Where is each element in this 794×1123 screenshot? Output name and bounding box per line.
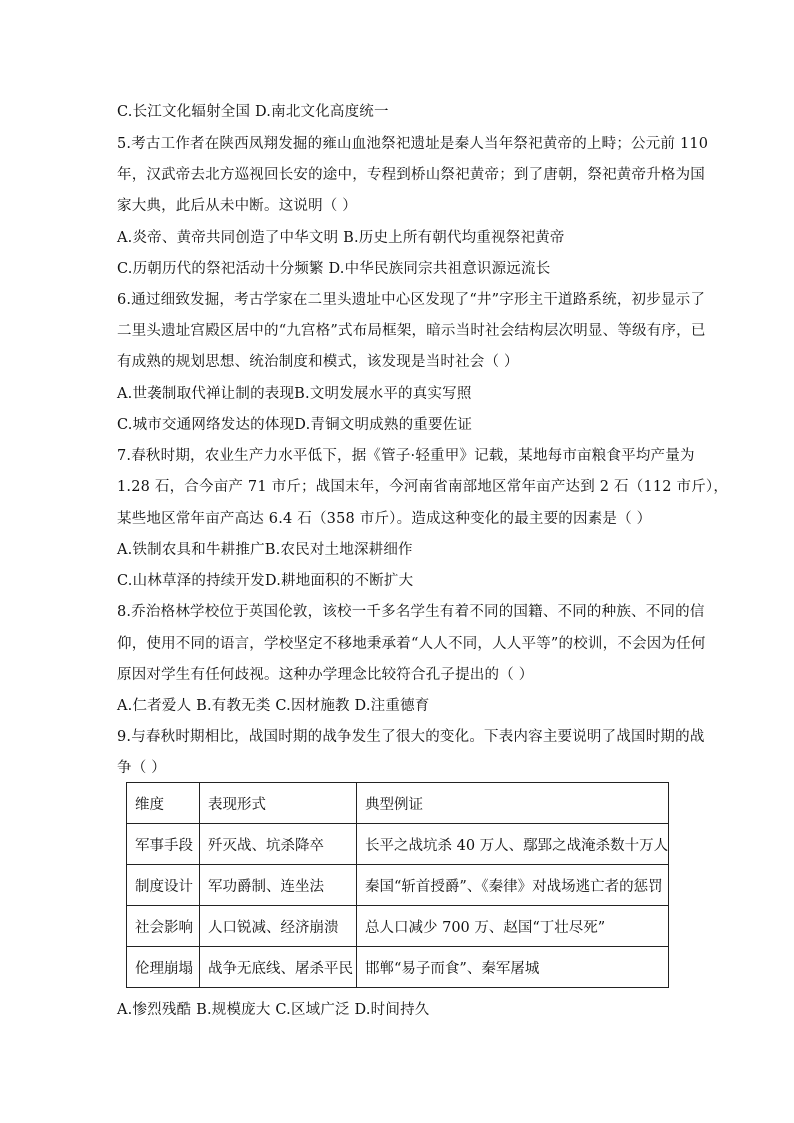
table-cell: 军事手段 <box>127 824 200 865</box>
option-line: C.长江文化辐射全国 D.南北文化高度统一 <box>117 104 389 120</box>
option-line: A.惨烈残酷 B.规模庞大 C.区域广泛 D.时间持久 <box>117 1002 430 1018</box>
table-cell: 人口锐减、经济崩溃 <box>200 906 357 947</box>
option-line: C.历朝历代的祭祀活动十分频繁 D.中华民族同宗共祖意识源远流长 <box>117 261 551 277</box>
option-line: A.铁制农具和牛耕推广B.农民对土地深耕细作 <box>117 542 413 558</box>
option-line: C.山林草泽的持续开发D.耕地面积的不断扩大 <box>117 573 414 589</box>
option-line: C.城市交通网络发达的体现D.青铜文明成熟的重要佐证 <box>117 417 473 433</box>
question-6-text: 二里头遗址宫殿区居中的“九宫格”式布局框架，暗示当时社会结构层次明显、等级有序，已 <box>117 323 706 339</box>
table-cell: 长平之战坑杀 40 万人、鄢郢之战淹杀数十万人 <box>357 824 669 865</box>
table-row <box>127 824 669 865</box>
question-7-text: 某些地区常年亩产高达 6.4 石（358 市斤）。造成这种变化的最主要的因素是（ ） <box>117 511 652 527</box>
question-9-text: 争（ ） <box>117 760 166 776</box>
table-row <box>127 947 669 988</box>
table-cell: 制度设计 <box>127 865 200 906</box>
war-comparison-table <box>126 782 669 988</box>
table-header-cell: 表现形式 <box>200 783 357 824</box>
option-line: A.炎帝、黄帝共同创造了中华文明 B.历史上所有朝代均重视祭祀黄帝 <box>117 230 565 246</box>
table-cell: 战争无底线、屠杀平民 <box>200 947 357 988</box>
table-cell: 总人口减少 700 万、赵国“丁壮尽死” <box>357 906 669 947</box>
question-6-text: 有成熟的规划思想、统治制度和模式，该发现是当时社会（ ） <box>117 354 519 370</box>
question-8-text: 原因对学生有任何歧视。这种办学理念比较符合孔子提出的（ ） <box>117 667 534 683</box>
question-5-text: 家大典，此后从未中断。这说明（ ） <box>117 198 358 214</box>
question-5-text: 5.考古工作者在陕西凤翔发掘的雍山血池祭祀遗址是秦人当年祭祀黄帝的上畤；公元前 110 <box>117 136 709 152</box>
question-8-text: 仰，使用不同的语言，学校坚定不移地秉承着“人人不同，人人平等”的校训，不会因为任何 <box>117 636 706 652</box>
question-7-text: 1.28 石，合今亩产 71 市斤；战国末年，今河南省南部地区常年亩产达到 2 石（112 市斤）， <box>117 479 729 495</box>
question-6-text: 6.通过细致发掘，考古学家在二里头遗址中心区发现了“井”字形主干道路系统，初步显示了 <box>117 292 706 308</box>
table-row <box>127 865 669 906</box>
table-cell: 伦理崩塌 <box>127 947 200 988</box>
table-header-cell: 典型例证 <box>357 783 669 824</box>
table-cell: 邯郸“易子而食”、秦军屠城 <box>357 947 669 988</box>
question-7-text: 7.春秋时期，农业生产力水平低下，据《管子·轻重甲》记载，某地每市亩粮食平均产量为 <box>117 448 695 464</box>
question-5-text: 年，汉武帝去北方巡视回长安的途中，专程到桥山祭祀黄帝；到了唐朝，祭祀黄帝升格为国 <box>117 167 705 183</box>
table-header-row <box>127 783 669 824</box>
option-line: A.仁者爱人 B.有教无类 C.因材施教 D.注重德育 <box>117 698 430 714</box>
option-line: A.世袭制取代禅让制的表现B.文明发展水平的真实写照 <box>117 386 472 402</box>
table-cell: 社会影响 <box>127 906 200 947</box>
table-header-cell: 维度 <box>127 783 200 824</box>
question-9-text: 9.与春秋时期相比，战国时期的战争发生了很大的变化。下表内容主要说明了战国时期的战 <box>117 729 705 745</box>
table-cell: 秦国“斩首授爵”、《秦律》对战场逃亡者的惩罚 <box>357 865 669 906</box>
table-cell: 歼灭战、坑杀降卒 <box>200 824 357 865</box>
question-8-text: 8.乔治格林学校位于英国伦敦，该校一千多名学生有着不同的国籍、不同的种族、不同的信 <box>117 604 705 620</box>
table-row <box>127 906 669 947</box>
table-cell: 军功爵制、连坐法 <box>200 865 357 906</box>
